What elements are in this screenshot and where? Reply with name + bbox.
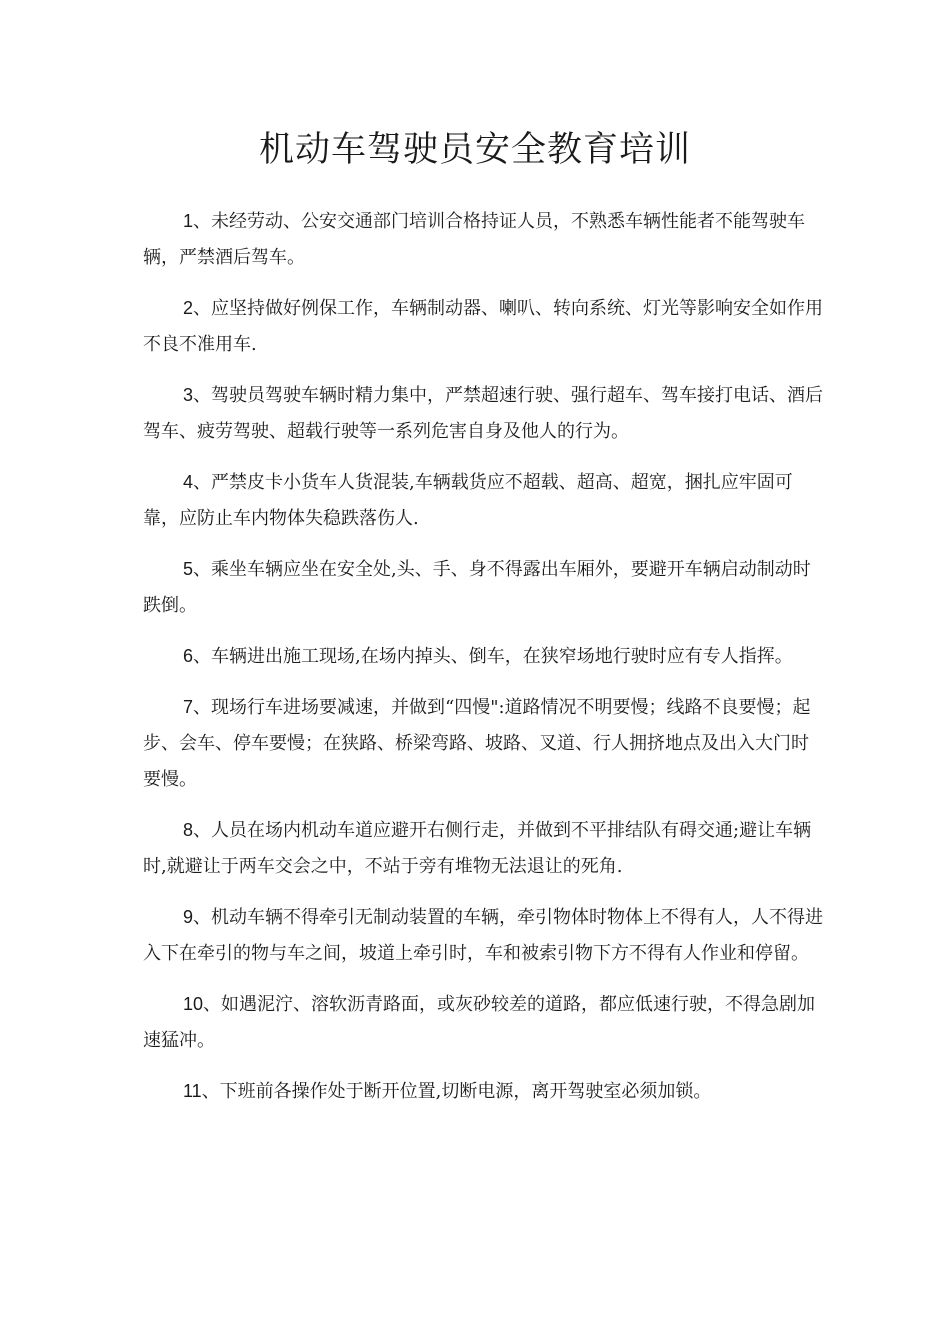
rule-number: 1 [183,211,194,231]
rule-number: 9 [183,907,194,927]
list-item [143,689,823,798]
rule-text: 、乘坐车辆应坐在安全处,头、手、身不得露出车厢外，要避开车辆启动制动时跌倒。 [143,559,811,616]
list-item [143,464,823,537]
rule-number: 6 [183,646,194,666]
rule-text: 、应坚持做好例保工作，车辆制动器、喇叭、转向系统、灯光等影响安全如作用不良不准用车. [143,298,824,355]
rule-text: 、如遇泥泞、溶软沥青路面，或灰砂较差的道路，都应低速行驶，不得急剧加速猛冲。 [143,994,816,1051]
list-item [143,203,823,276]
list-item [143,986,823,1059]
rule-number: 11 [183,1081,202,1101]
rule-text: 、驾驶员驾驶车辆时精力集中，严禁超速行驶、强行超车、驾车接打电话、酒后驾车、疲劳驾驶、超载行驶等一系列危害自身及他人的行为。 [143,385,824,442]
list-item [143,290,823,363]
rule-text: 、现场行车进场要减速，并做到“四慢":道路情况不明要慢；线路不良要慢；起步、会车、停车要慢；在狭路、桥梁弯路、坡路、叉道、行人拥挤地点及出入大门时要慢。 [143,697,811,790]
list-item [143,638,823,675]
list-item [143,551,823,624]
rule-number: 2 [183,298,194,318]
rule-number: 10 [183,994,204,1014]
rule-text: 、未经劳动、公安交通部门培训合格持证人员，不熟悉车辆性能者不能驾驶车辆，严禁酒后驾车。 [143,211,806,268]
rules-list [143,203,823,1124]
rule-number: 8 [183,820,194,840]
rule-text: 、机动车辆不得牵引无制动装置的车辆，牵引物体时物体上不得有人，人不得进入下在牵引的物与车之间，坡道上牵引时，车和被索引物下方不得有人作业和停留。 [143,907,824,964]
rule-number: 7 [183,697,194,717]
rule-text: 、人员在场内机动车道应避开右侧行走，并做到不平排结队有碍交通;避让车辆时,就避让于两车交会之中，不站于旁有堆物无法退让的死角. [143,820,812,877]
rule-text: 、下班前各操作处于断开位置,切断电源，离开驾驶室必须加锁。 [201,1081,712,1102]
rule-number: 3 [183,385,194,405]
list-item [143,377,823,450]
page-title: 机动车驾驶员安全教育培训 [258,130,691,170]
list-item [143,1073,823,1110]
list-item [143,812,823,885]
rule-text: 、严禁皮卡小货车人货混装,车辆载货应不超载、超高、超宽，捆扎应牢固可靠，应防止车内物体失稳跌落伤人. [143,472,793,529]
rule-number: 5 [183,559,194,579]
rule-text: 、车辆进出施工现场,在场内掉头、倒车，在狭窄场地行驶时应有专人指挥。 [193,646,793,667]
rule-number: 4 [183,472,194,492]
list-item [143,899,823,972]
